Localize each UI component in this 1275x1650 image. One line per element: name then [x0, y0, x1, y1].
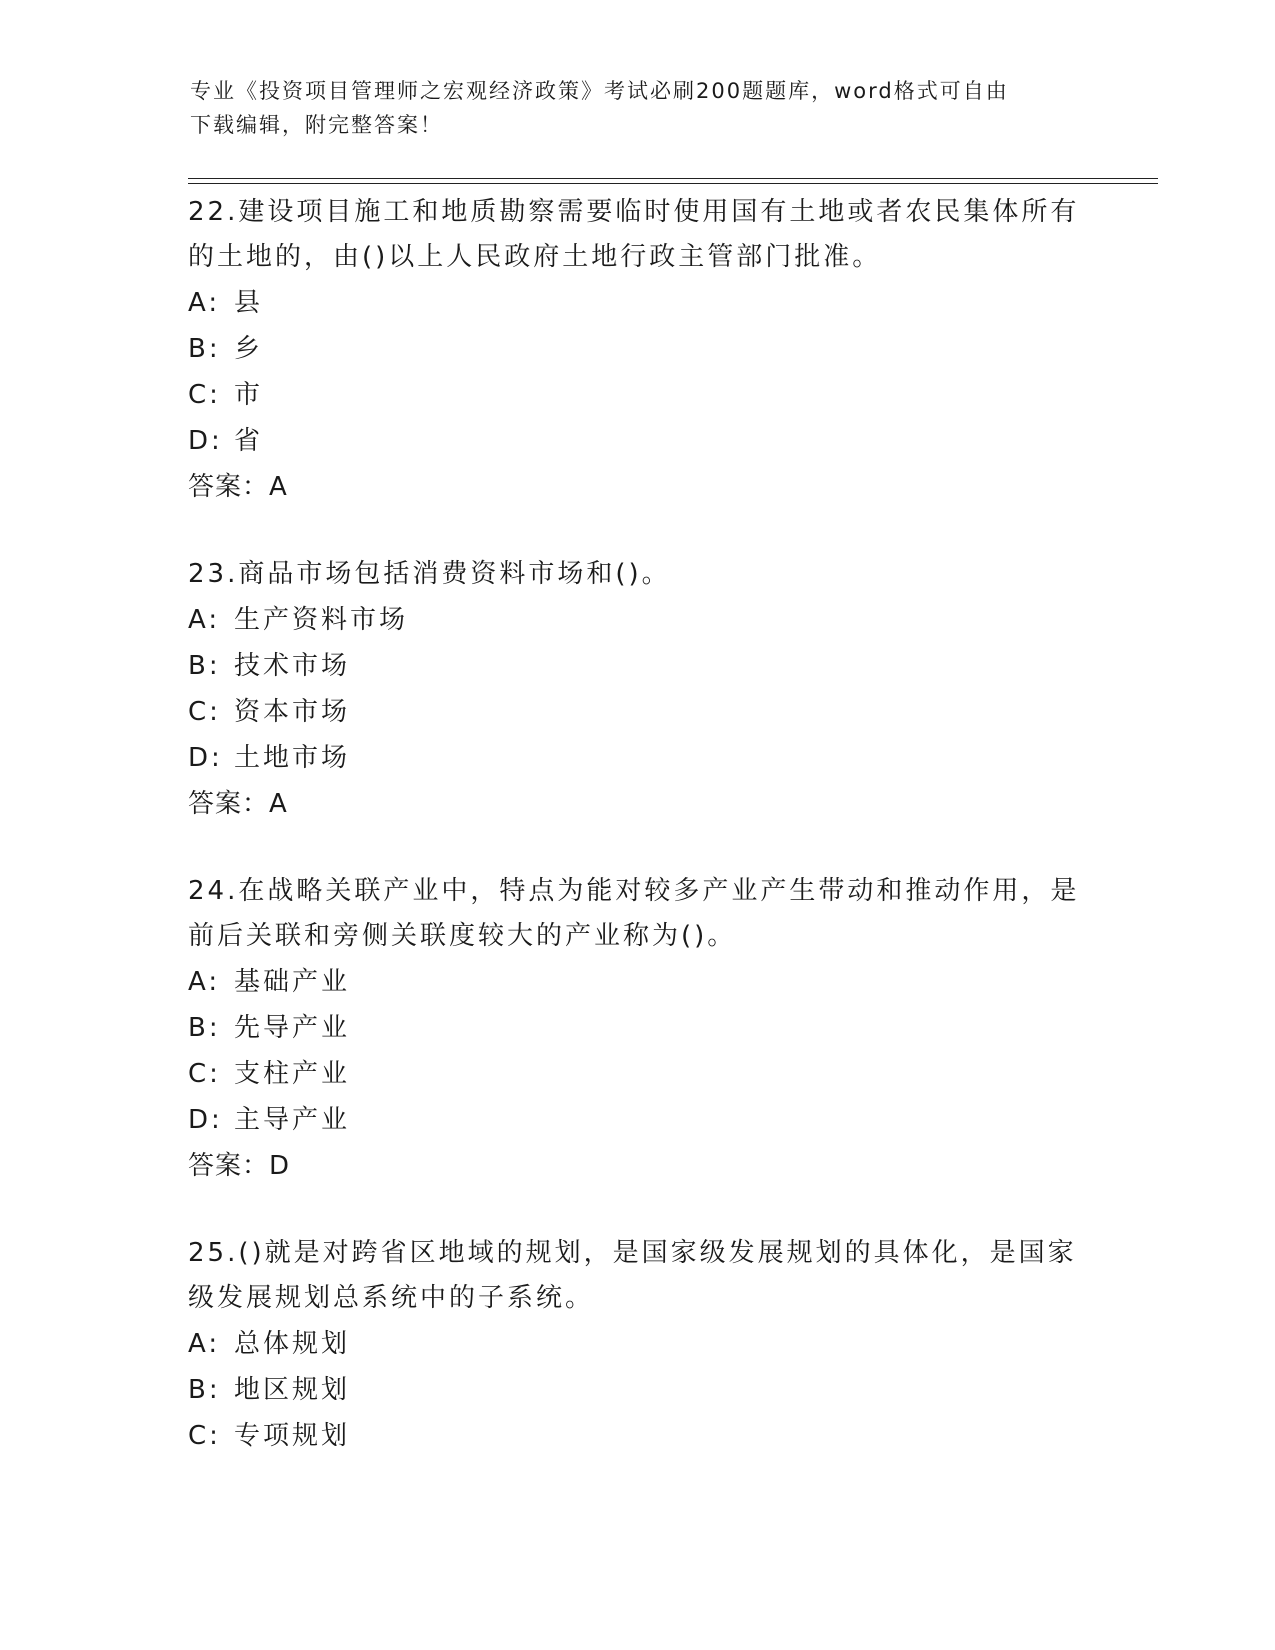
option-c	[188, 689, 1088, 735]
option-label: D:	[188, 426, 223, 456]
question-stem-line: 22.建设项目施工和地质勘察需要临时使用国有土地或者农民集体所有	[188, 197, 1080, 227]
option-label: C:	[188, 1059, 221, 1089]
option-text: 资本市场	[234, 697, 351, 727]
option-label: B:	[188, 334, 221, 364]
option-label: A:	[188, 967, 221, 997]
header-divider-top	[188, 178, 1158, 179]
header-line-2: 下载编辑，附完整答案！	[190, 113, 443, 137]
question-stem-line: 25.()就是对跨省区地域的规划，是国家级发展规划的具体化，是国家	[188, 1238, 1077, 1268]
option-c	[188, 372, 1088, 418]
option-text: 省	[234, 426, 264, 456]
option-label: C:	[188, 1421, 221, 1451]
option-label: A:	[188, 1329, 221, 1359]
header-divider-bottom	[188, 183, 1158, 184]
option-b	[188, 1367, 1088, 1413]
option-text: 县	[234, 288, 264, 318]
option-label: C:	[188, 697, 221, 727]
option-text: 先导产业	[234, 1013, 351, 1043]
option-text: 乡	[234, 334, 264, 364]
option-label: A:	[188, 605, 221, 635]
option-d	[188, 1097, 1088, 1143]
option-label: B:	[188, 1375, 221, 1405]
option-text: 地区规划	[234, 1375, 351, 1405]
answer-line: 答案：A	[188, 789, 288, 819]
question-stem-line: 级发展规划总系统中的子系统。	[188, 1283, 595, 1313]
question-25	[188, 1231, 1088, 1459]
option-a	[188, 1321, 1088, 1367]
option-text: 土地市场	[234, 743, 351, 773]
question-stem-line: 前后关联和旁侧关联度较大的产业称为()。	[188, 921, 737, 951]
option-label: C:	[188, 380, 221, 410]
question-24	[188, 869, 1088, 1189]
option-a	[188, 280, 1088, 326]
question-list	[188, 190, 1088, 1501]
option-text: 总体规划	[234, 1329, 351, 1359]
option-label: D:	[188, 743, 223, 773]
question-stem-line: 的土地的，由()以上人民政府土地行政主管部门批准。	[188, 242, 882, 272]
option-text: 基础产业	[234, 967, 351, 997]
option-text: 主导产业	[234, 1105, 351, 1135]
question-22	[188, 190, 1088, 510]
option-text: 市	[234, 380, 264, 410]
option-text: 生产资料市场	[234, 605, 409, 635]
option-label: B:	[188, 651, 221, 681]
option-c	[188, 1051, 1088, 1097]
answer-line: 答案：A	[188, 472, 288, 502]
option-d	[188, 735, 1088, 781]
option-text: 专项规划	[234, 1421, 351, 1451]
option-a	[188, 959, 1088, 1005]
option-label: B:	[188, 1013, 221, 1043]
option-label: D:	[188, 1105, 223, 1135]
option-label: A:	[188, 288, 221, 318]
document-header	[190, 74, 1090, 142]
option-b	[188, 1005, 1088, 1051]
option-text: 支柱产业	[234, 1059, 351, 1089]
answer-line: 答案：D	[188, 1151, 291, 1181]
option-b	[188, 643, 1088, 689]
header-line-1: 专业《投资项目管理师之宏观经济政策》考试必刷200题题库，word格式可自由	[190, 79, 1009, 103]
question-23	[188, 552, 1088, 827]
question-stem-line: 23.商品市场包括消费资料市场和()。	[188, 559, 671, 589]
question-stem-line: 24.在战略关联产业中，特点为能对较多产业产生带动和推动作用，是	[188, 876, 1080, 906]
option-text: 技术市场	[234, 651, 351, 681]
option-b	[188, 326, 1088, 372]
option-c	[188, 1413, 1088, 1459]
option-d	[188, 418, 1088, 464]
option-a	[188, 597, 1088, 643]
